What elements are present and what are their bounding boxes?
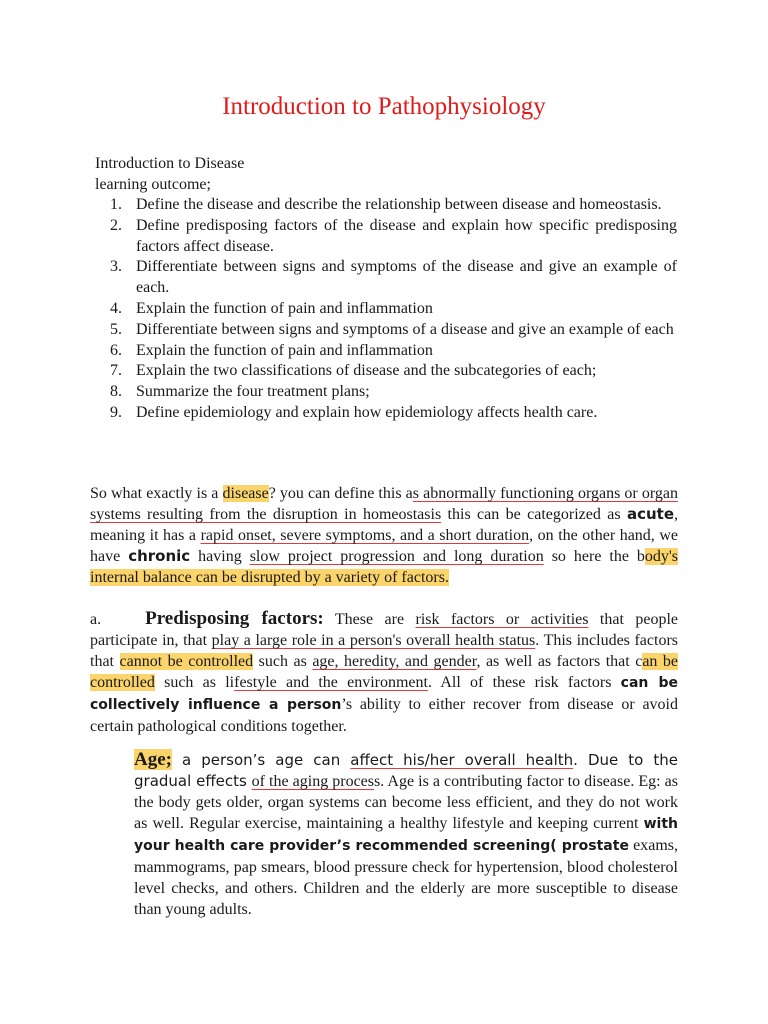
age-heading: Age; [134, 749, 172, 770]
highlight-cannot-be-controlled: cannot be controlled [119, 653, 254, 670]
learning-outcome-label: learning outcome; [95, 176, 211, 193]
highlight-internal-balance: ody's internal balance can be disrupted by a variety of factors. [90, 548, 679, 586]
list-item: 1. Define the disease and describe the relationship between disease and homeostasis. [110, 196, 662, 213]
list-item: 7. Explain the two classifications of disease and the subcategories of each; [110, 362, 597, 380]
underline-definition: s abnormally functioning organs or organ systems resulting from the disruption in homeostasis [90, 485, 679, 523]
list-item: 4. Explain the function of pain and inflammation [110, 299, 433, 317]
list-item: 2. Define predisposing factors of the disease and explain how specific predisposing factors affect disease. [110, 216, 677, 255]
highlight-can-be-controlled: an be controlled [90, 653, 679, 691]
list-item: 8. Summarize the four treatment plans; [110, 383, 370, 401]
list-item: 6. Explain the function of pain and inflammation [110, 341, 433, 359]
intro-heading: Introduction to Disease [95, 155, 245, 172]
list-item: 3. Differentiate between signs and symptoms of the disease and give an example of each. [110, 258, 677, 297]
page-title: Introduction to Pathophysiology [222, 93, 546, 120]
predisposing-factors-paragraph: a. Predisposing factors: These are risk factors or activities that people participate in, that play a large role in a person's overall health status. This includes factors that cannot be controlled such as age, heredity, and gender, as well as factors that can be controlled such as lifestyle and the environment. All of these risk factors can be collectively influence a person’s ability to either recover from disease or avoid certain pathological conditions together. [90, 608, 679, 735]
highlight-disease: disease [222, 485, 269, 502]
intro-block [95, 153, 244, 195]
disease-definition-paragraph: So what exactly is a disease? you can define this as abnormally functioning organs or organ systems resulting from the disruption in homeostasis this can be categorized as acute, meaning it has a rapid onset, severe symptoms, and a short duration, on the other hand, we have chronic having slow project progression and long duration so here the body's internal balance can be disrupted by a variety of factors. [90, 485, 679, 586]
age-paragraph: Age; a person’s age can affect his/her overall health. Due to the gradual effects of the aging process. Age is a contributing factor to disease. Eg: as the body gets older, organ systems can become less efficient, and they do not work as well. Regular exercise, maintaining a healthy lifestyle and keeping current with your health care provider’s recommended screening( prostate exams, mammograms, pap smears, blood pressure check for hypertension, blood cholesterol level checks, and others. Children and the elderly are more susceptible to disease than young adults. [134, 749, 679, 918]
list-item: 9. Define epidemiology and explain how epidemiology affects health care. [110, 403, 598, 421]
learning-outcomes-list [95, 195, 677, 424]
list-item: 5. Differentiate between signs and symptoms of a disease and give an example of each [110, 320, 674, 338]
predisposing-factors-heading: Predisposing factors: [145, 608, 324, 629]
